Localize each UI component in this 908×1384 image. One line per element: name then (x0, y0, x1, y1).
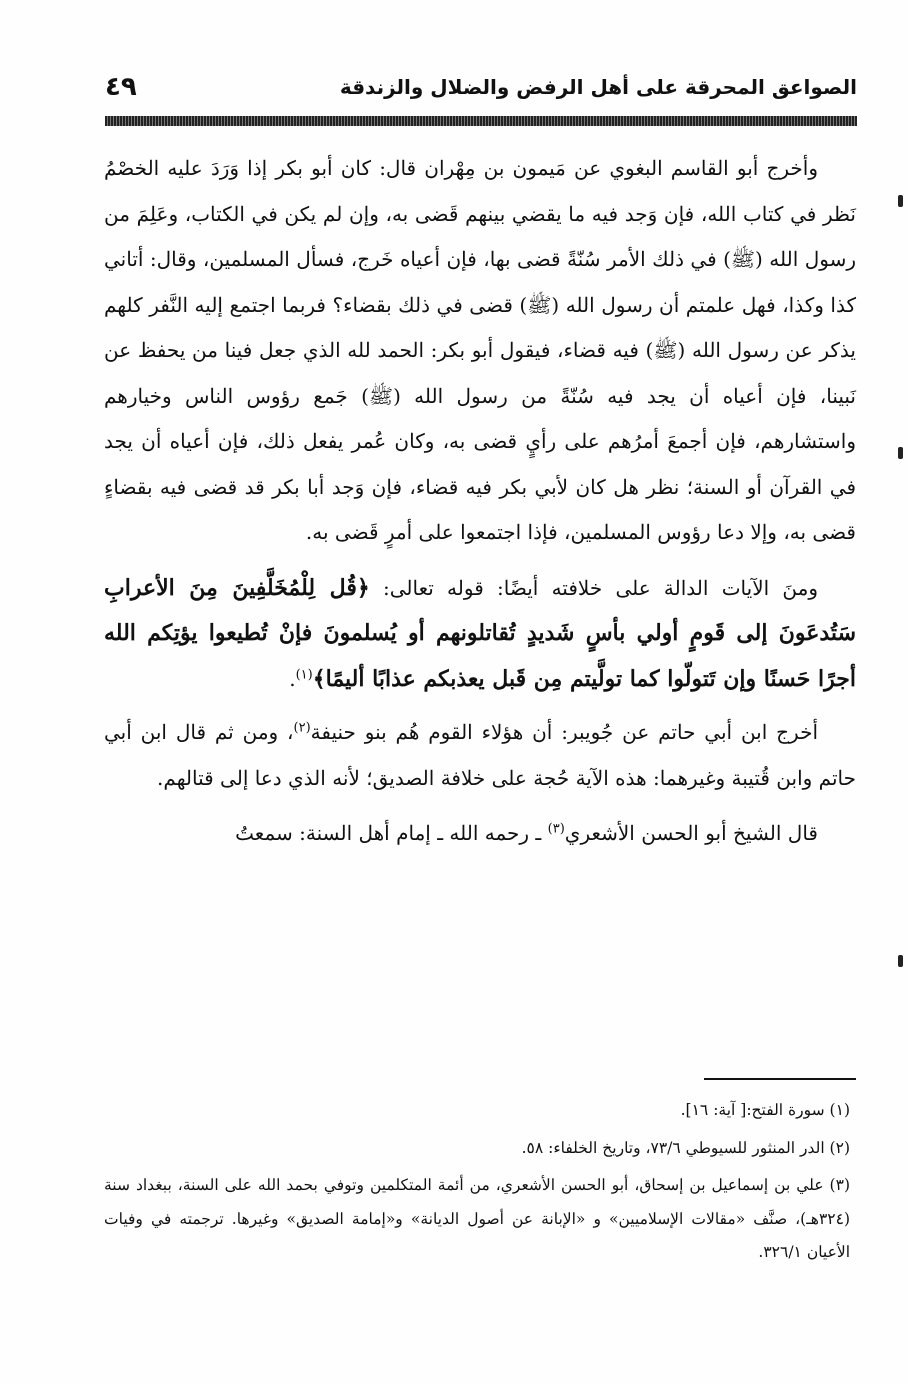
header-rule (105, 116, 857, 126)
footnote-1: (١) سورة الفتح:[ آية: ١٦]. (680, 1101, 850, 1119)
margin-mark (898, 955, 903, 967)
paragraph-quran-verse (104, 566, 856, 703)
footnote-3: (٣) علي بن إسماعيل بن إسحاق، أبو الحسن الأشعري، من أئمة المتكلمين وتوفي بحمد الله على السنة، ببغداد سنة (٣٢٤هـ)، صنَّف «مقالات الإسلاميين» و «الإبانة عن أصول الديانة» و«إمامة الصديق» وغيرها. ترجمته في وفيات الأعيان ٣٢٦/١. (104, 1176, 850, 1261)
paragraph-baghawi-narration: وأخرج أبو القاسم البغوي عن مَيمون بن مِهْران قال: كان أبو بكر إذا وَرَدَ عليه الخصْمُ نَظر في كتاب الله، فإن وَجد فيه ما يقضي بينهم قَضى به، وإن لم يكن في الكتاب، وعَلِمَ من رسول الله (ﷺ) في ذلك الأمر سُنّةً قضى بها، فإن أعياه خَرج، فسأل المسلمين، وقال: أتاني كذا وكذا، فهل علمتم أن رسول الله (ﷺ) قضى في ذلك بقضاء؟ فربما اجتمع إليه النَّفر كلهم يذكر عن رسول الله (ﷺ) فيه قضاء، فيقول أبو بكر: الحمد لله الذي جعل فينا من يحفظ عن نَبينا، فإن أعياه أن يجد فيه سُنّةً من رسول الله (ﷺ) جَمع رؤوس الناس وخيارهم واستشارهم، فإن أجمعَ أمرُهم على رأيٍ قضى به، وكان عُمر يفعل ذلك، فإن أعياه أن يجد في القرآن أو السنة؛ نظر هل كان لأبي بكر فيه قضاء، فإن وَجد أبا بكر قد قضى فيه بقضاءٍ قضى به، وإلا دعا رؤوس المسلمين، فإذا اجتمعوا على أمرٍ قَضى به. (104, 156, 856, 544)
paragraph-text-before: قال الشيخ أبو الحسن الأشعري (564, 821, 818, 845)
paragraph-text-after: ، ومن ثم قال ابن أبي حاتم وابن قُتيبة وغيرهما: هذه الآية حُجة على خلافة الصديق؛ لأنه الذي دعا إلى قتالهم. (104, 720, 856, 790)
footnote-ref-2: (٢) (293, 720, 311, 736)
paragraph-text-before: أخرج ابن أبي حاتم عن جُويبر: أن هؤلاء القوم هُم بنو حنيفة (310, 720, 819, 744)
paragraph-text-after: ـ رحمه الله ـ إمام أهل السنة: سمعتُ (235, 821, 548, 845)
running-title: الصواعق المحرقة على أهل الرفض والضلال والزندقة (339, 75, 857, 99)
margin-mark (898, 195, 903, 207)
quran-verse: ﴿قُل لِلْمُخَلَّفِينَ مِنَ الأعرابِ سَتُدعَونَ إلى قَومٍ أولي بأسٍ شَديدٍ تُقاتلونهم أو يُسلمونَ فإنْ تُطيعوا يؤتِكم الله أجرًا حَسنًا وإن تَتولّوا كما تولَّيتم مِن قَبل يعذبكم عذابًا أليمًا﴾ (104, 574, 856, 692)
footnotes (104, 1094, 850, 1274)
verse-intro: ومنَ الآيات الدالة على خلافته أيضًا: قوله تعالى: (369, 575, 819, 600)
page-number: ٤٩ (105, 72, 137, 102)
footnote-separator (704, 1078, 856, 1080)
main-text (104, 146, 856, 857)
footnote-ref-3: (٣) (547, 821, 565, 837)
paragraph-ibn-abi-hatim (104, 710, 856, 801)
footnote-ref-1: (١) (295, 666, 313, 682)
margin-mark (898, 447, 903, 459)
footnote-2: (٢) الدر المنثور للسيوطي ٧٣/٦، وتاريخ الخلفاء: ٥٨. (521, 1138, 850, 1157)
page-header (105, 62, 857, 112)
verse-end: . (289, 666, 296, 691)
paragraph-ashari (104, 811, 856, 857)
